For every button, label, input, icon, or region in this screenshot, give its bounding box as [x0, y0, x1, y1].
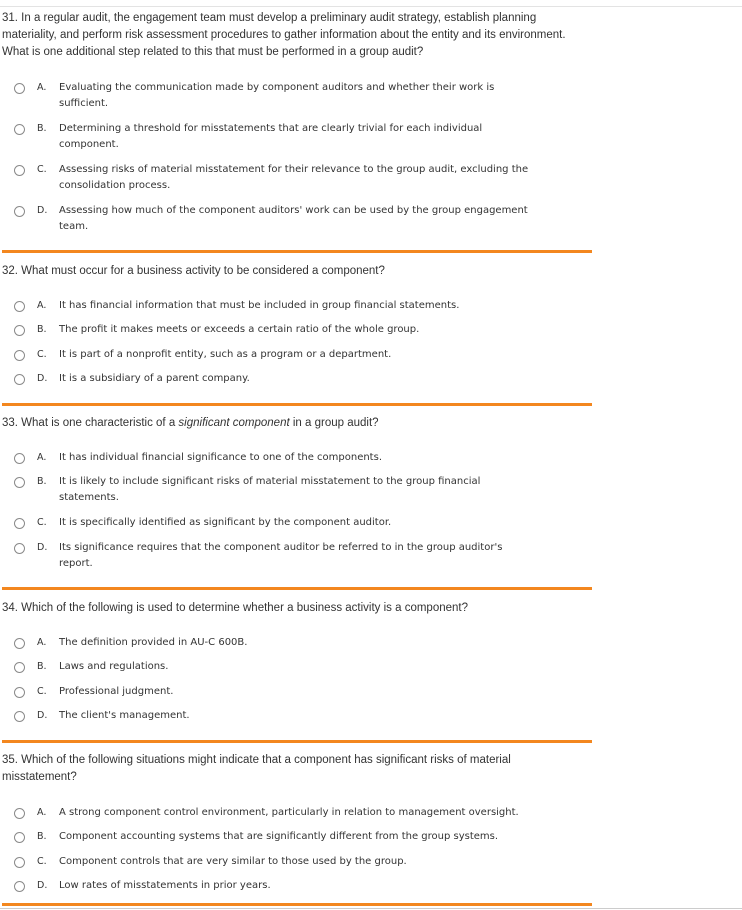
emphasis-term: significant component [178, 417, 290, 429]
radio-button[interactable] [14, 350, 25, 361]
option-text: Its significance requires that the component auditor be referred to in the group auditor's report. [59, 542, 503, 569]
option-text: A strong component control environment, particularly in relation to management oversight. [59, 807, 519, 818]
radio-button[interactable] [14, 881, 25, 892]
option-text: It is likely to include significant risks of material misstatement to the group financial statements. [59, 476, 481, 503]
section-divider [2, 903, 592, 906]
section-divider [2, 250, 592, 253]
radio-button[interactable] [14, 374, 25, 385]
question-text: 34. Which of the following is used to determine whether a business activity is a component? [2, 602, 468, 614]
radio-button[interactable] [14, 301, 25, 312]
option-text: It is specifically identified as significant by the component auditor. [59, 517, 392, 528]
section-divider [2, 740, 592, 743]
option-text: Component controls that are very similar to those used by the group. [59, 856, 407, 867]
radio-button[interactable] [14, 638, 25, 649]
radio-button[interactable] [14, 711, 25, 722]
option-text: The definition provided in AU-C 600B. [59, 637, 248, 648]
top-rule [0, 6, 742, 7]
radio-button[interactable] [14, 808, 25, 819]
radio-button[interactable] [14, 477, 25, 488]
radio-button[interactable] [14, 165, 25, 176]
radio-button[interactable] [14, 687, 25, 698]
option-text: The profit it makes meets or exceeds a certain ratio of the whole group. [59, 324, 420, 335]
section-divider [2, 403, 592, 406]
option-text: The client's management. [59, 710, 190, 721]
option-text: It is part of a nonprofit entity, such as a program or a department. [59, 349, 392, 360]
radio-button[interactable] [14, 453, 25, 464]
option-text: Assessing how much of the component auditors' work can be used by the group engagement team. [59, 205, 528, 232]
question-text: 32. What must occur for a business activity to be considered a component? [2, 265, 385, 277]
option-text: Evaluating the communication made by component auditors and whether their work is sufficient. [59, 82, 495, 109]
bottom-rule [0, 908, 742, 909]
radio-button[interactable] [14, 543, 25, 554]
option-text: Professional judgment. [59, 686, 174, 697]
option-text: Component accounting systems that are significantly different from the group systems. [59, 831, 499, 842]
question-text: 33. What is one characteristic of a significant component in a group audit? [2, 417, 379, 429]
section-divider [2, 587, 592, 590]
question-text: 35. Which of the following situations might indicate that a component has significant risks of material misstatement? [2, 754, 511, 783]
option-text: It has financial information that must be included in group financial statements. [59, 300, 460, 311]
radio-button[interactable] [14, 124, 25, 135]
option-text: Low rates of misstatements in prior years. [59, 880, 271, 891]
option-text: Assessing risks of material misstatement for their relevance to the group audit, excluding the consolidation process. [59, 164, 529, 191]
option-text: Laws and regulations. [59, 661, 169, 672]
option-text: Determining a threshold for misstatements that are clearly trivial for each individual component. [59, 123, 483, 150]
option-text: It has individual financial significance to one of the components. [59, 452, 382, 463]
radio-button[interactable] [14, 832, 25, 843]
radio-button[interactable] [14, 518, 25, 529]
question-text: 31. In a regular audit, the engagement team must develop a preliminary audit strategy, establish planning materiality, and perform risk assessment procedures to gather information about the entity and its environment. What is one additional step related to this that must be performed in a group audit? [2, 12, 566, 58]
radio-button[interactable] [14, 206, 25, 217]
option-text: It is a subsidiary of a parent company. [59, 373, 250, 384]
radio-button[interactable] [14, 857, 25, 868]
radio-button[interactable] [14, 83, 25, 94]
radio-button[interactable] [14, 325, 25, 336]
radio-button[interactable] [14, 662, 25, 673]
